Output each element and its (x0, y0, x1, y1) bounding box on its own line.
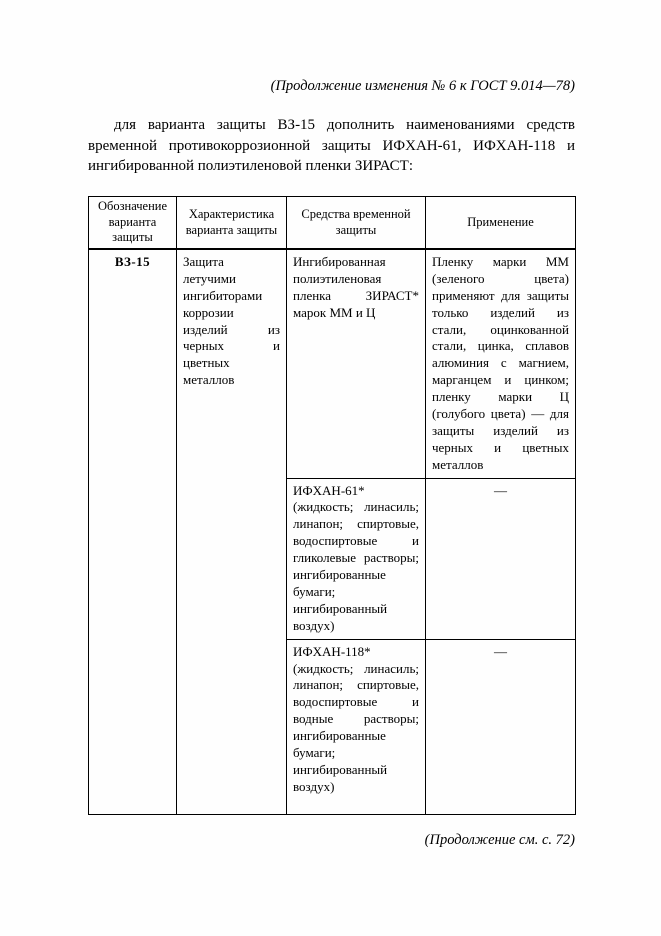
means-cell (287, 249, 426, 478)
table-header-row (89, 197, 576, 249)
col-header-application: Применение (426, 197, 576, 249)
application-cell: — (426, 478, 576, 639)
table-body (89, 249, 576, 814)
means-title: ИФХАН-118* (293, 643, 371, 659)
variant-characteristic-cell: Защита летучими ингибиторами коррозии изделий из черных и цветных металлов (177, 249, 287, 814)
protection-variants-table (88, 196, 576, 814)
means-title: ИФХАН-61* (293, 482, 365, 498)
application-cell: Пленку марки ММ (зеленого цвета) применяют для защиты только изделий из стали, оцинкованной стали, цинка, сплавов алюминия с магнием, марганцем и цинком; пленку марки Ц (голубого цвета) — для защиты изделий из черных и цветных металлов (426, 249, 576, 478)
header-note: (Продолжение изменения № 6 к ГОСТ 9.014—78) (270, 78, 575, 94)
col-header-variant-designation: Обозначение варианта защиты (89, 197, 177, 249)
table-header (89, 197, 576, 249)
means-cell (287, 639, 426, 814)
means-description: (жидкость; линасиль; линапон; спиртовые, водоспиртовые и водные растворы; ингибированные бумаги; ингибированный воздух) (293, 660, 419, 794)
footer-note: (Продолжение см. с. 72) (424, 831, 575, 848)
table-row (89, 249, 576, 478)
col-header-temporary-protection-means: Средства временной защиты (287, 197, 426, 249)
intro-paragraph: для варианта защиты ВЗ-15 дополнить наименованиями средств временной противокоррозионной защиты ИФХАН-61, ИФХАН-118 и ингибированной полиэтиленовой пленки ЗИРАСТ: (88, 117, 575, 174)
variant-designation-cell: ВЗ-15 (89, 249, 177, 814)
means-cell (287, 478, 426, 639)
application-cell: — (426, 639, 576, 814)
means-description: (жидкость; линасиль; линапон; спиртовые, водоспиртовые и гликолевые растворы; ингибированные бумаги; ингибированный воздух) (293, 499, 419, 633)
col-header-variant-characteristic: Характеристика варианта защиты (177, 197, 287, 249)
means-description: Ингибированная полиэтиленовая пленка ЗИРАСТ* марок ММ и Ц (293, 254, 419, 320)
